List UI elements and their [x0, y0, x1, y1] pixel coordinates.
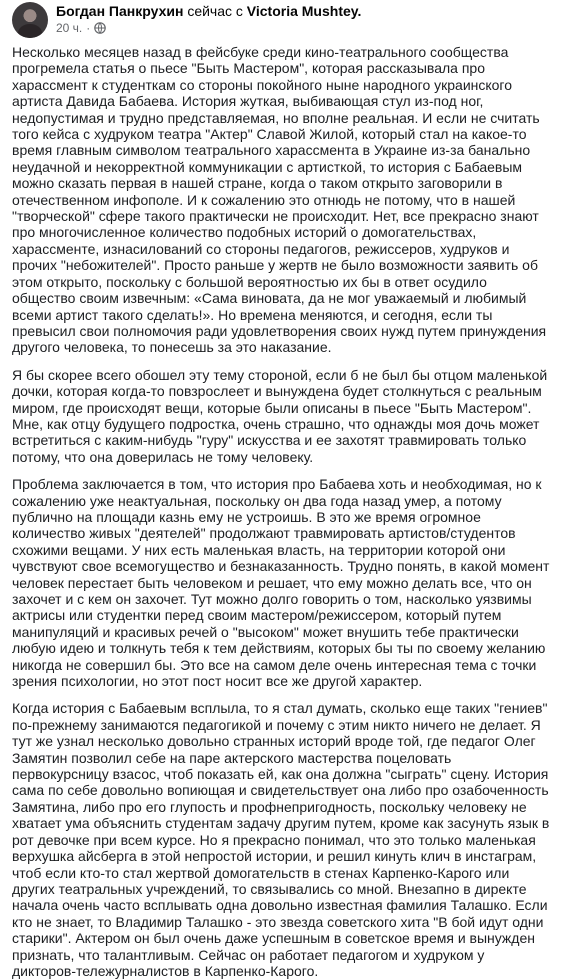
tagged-friend-link[interactable]: Victoria Mushtey. [246, 3, 362, 19]
post-meta [56, 2, 361, 36]
with-text: сейчас с [187, 3, 243, 19]
post-paragraph: Я бы скорее всего обошел эту тему стороной, если б не был бы отцом маленькой дочки, которая когда-то повзрослеет и вынуждена будет столкнуться с реальным миром, где происходят вещи, которые были описаны в пьесе "Быть Мастером". Мне, как отцу будущего подростка, очень страшно, что однажды моя дочь может встретиться с каким-нибудь "гуру" искусства и ее захотят травмировать только потому, что она доверилась не тому человеку. [12, 366, 548, 465]
post-header [12, 0, 553, 44]
post-timestamp-link[interactable]: 20 ч. [56, 21, 83, 35]
separator-dot: · [86, 21, 91, 35]
author-avatar[interactable] [12, 2, 48, 38]
author-line [56, 2, 361, 20]
post-body [12, 44, 550, 979]
post-paragraph: Несколько месяцев назад в фейсбуке среди кино-театрального сообщества прогремела статья о пьесе "Быть Мастером", которая рассказывала про харассмент к студенткам со стороны покойного ныне народного украинского артиста Давида Бабаева. История жуткая, выбивающая стул из-под ног, недопустимая и трудно представляемая, но вполне реальная. И если не считать того кейса с худруком театра "Актер" Славой Жилой, который стал на какое-то время главным символом театрального харассмента в Украине из-за банально неудачной и некорректной коммуникации с артисткой, то история с Бабаевым можно сказать первая в нашей стране, когда о таком открыто заговорили в отечественном инфополе. И к сожалению это отнюдь не потому, что в нашей "творческой" сфере такого практически не происходит. Нет, все прекрасно знают про многочисленное количество подобных историй о домогательствах, харассменте, изнасилований со стороны педагогов, режиссеров, худруков и прочих "небожителей". Просто раньше у жертв не было возможности заявить об этом открыто, поскольку с большой вероятностью их бы в ответ осудило общество своим извечным: «Сама виновата, да не мог уважаемый и любимый всеми артист такого сделать!». Но времена меняются, и сегодня, если ты превысил свои полномочия ради удовлетворения своих нужд путем принуждения другого человека, то понесешь за это наказание. [12, 44, 547, 356]
author-name-link[interactable]: Богдан Панкрухин [56, 3, 184, 19]
post-paragraph: Проблема заключается в том, что история про Бабаева хоть и необходимая, но к сожалению уже неактуальная, поскольку он два года назад умер, а потому публично на площади казнь ему не устроишь. В это же время огромное количество живых "деятелей" продолжают травмировать артистов/студентов схожими вещами. У них есть маленькая власть, на территории которой они чувствуют свое всемогущество и безнаказанность. Трудно понять, в какой момент человек перестает быть человеком и решает, что ему можно делать все, что он захочет и с кем он захочет. Тут можно долго говорить о том, насколько уязвимы актрисы или студентки перед своим мастером/режиссером, который путем манипуляций и красивых речей о "высоком" может внушить тебе практически любую идею и толкнуть тебя к тем действиям, которых бы ты по своему желанию никогда не совершил бы. Это все на самом деле очень интересная тема с точки зрения психологии, но этот пост носит все же другой характер. [12, 476, 550, 690]
post-info-line [56, 20, 361, 36]
globe-icon[interactable] [94, 22, 106, 34]
post-paragraph: Когда история с Бабаевым всплыла, то я стал думать, сколько еще таких "гениев" по-прежнему занимаются педагогикой и почему с этим никто ничего не делает. Я тут же узнал несколько довольно странных историй вроде той, где педагог Олег Замятин позволил себе на паре актерского мастерства поцеловать первокурсницу взасос, чтоб показать ей, как она должна "сыграть" сцену. История сама по себе довольно вопиющая и свидетельствует она либо про озабоченность Замятина, либо про его глупость и профнепригодность, поскольку человеку не хватает ума объяснить студентам задачу другим путем, кроме как засунуть язык в рот девочке при всем курсе. Но я прекрасно понимал, что это только маленькая верхушка айсберга в этой непростой истории, и решил кинуть клич в инстаграм, чтоб если кто-то стал жертвой домогательств в стенах Карпенко-Карого или других театральных учреждений, то связывались со мной. Внезапно в директе начала очень часто всплывать одна довольно известная фамилия Талашко. Если кто не знает, то Владимир Талашко - это звезда советского хита "В бой идут одни старики". Актером он был очень даже успешным в советское время и вынужден признать, что талантливым. Сейчас он работает педагогом и худруком у дикторов-тележурналистов в Карпенко-Карого. [12, 700, 550, 979]
